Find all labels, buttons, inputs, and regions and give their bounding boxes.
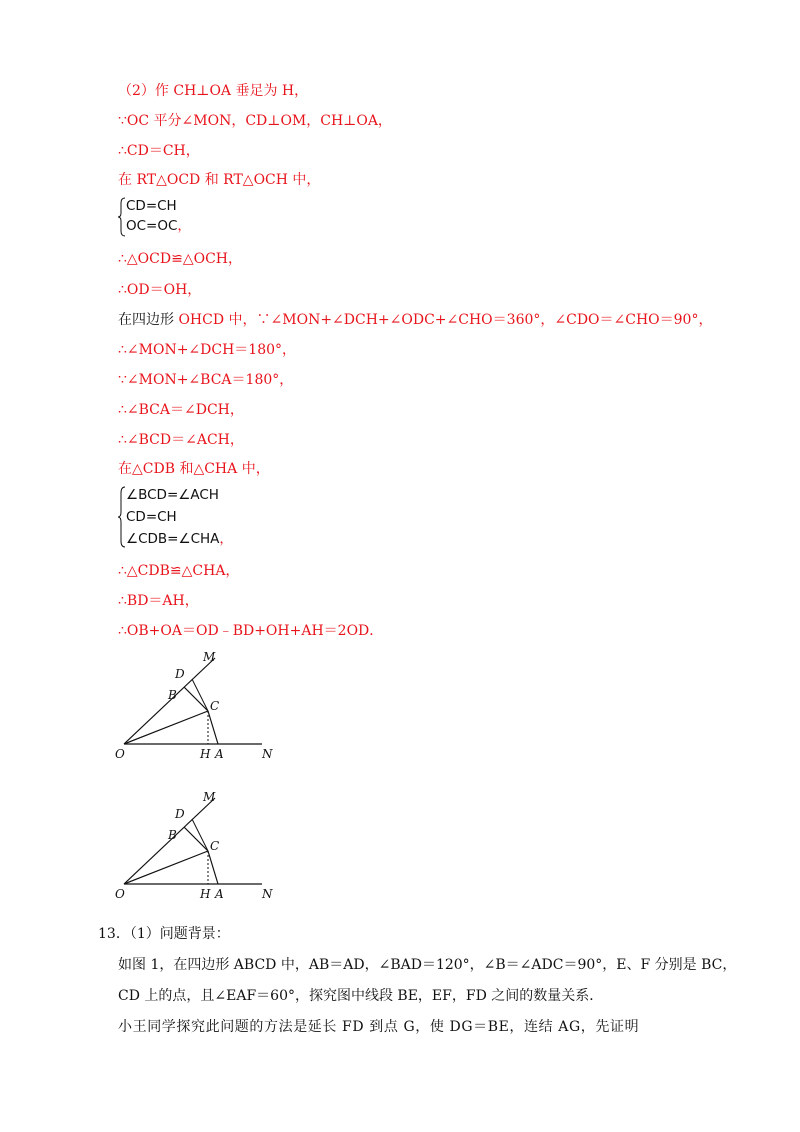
brace2-row-1: ∠BCD=∠ACH bbox=[126, 487, 219, 503]
question-13-line-3: 小王同学探究此问题的方法是延长 FD 到点 G，使 DG＝BE，连结 AG，先证明 bbox=[118, 1019, 640, 1035]
label-D: D bbox=[175, 807, 185, 821]
solution-line-12: 在△CDB 和△CHA 中， bbox=[118, 461, 270, 477]
brace-icon bbox=[118, 197, 126, 237]
label-C: C bbox=[210, 839, 220, 853]
brace-icon bbox=[118, 486, 126, 548]
question-13-line-1: 如图 1，在四边形 ABCD 中，AB＝AD，∠BAD＝120°，∠B＝∠ADC＝90°，E、F 分别是 BC， bbox=[118, 957, 737, 973]
brace2-row-3: ∠CDB=∠CHA， bbox=[126, 531, 233, 547]
solution-line-3: ∴CD＝CH， bbox=[118, 143, 200, 159]
label-B: B bbox=[168, 828, 177, 842]
label-O: O bbox=[115, 887, 125, 901]
label-O: O bbox=[115, 747, 125, 761]
question-13-header bbox=[98, 925, 230, 943]
solution-line-13: ∴△CDB≌△CHA， bbox=[118, 563, 240, 579]
solution-line-6: ∴OD＝OH， bbox=[118, 282, 202, 298]
question-13-line-2: CD 上的点，且∠EAF＝60°，探究图中线段 BE，EF，FD 之间的数量关系． bbox=[118, 988, 604, 1004]
label-A: A bbox=[215, 887, 224, 901]
solution-line-1: （2）作 CH⊥OA 垂足为 H， bbox=[118, 83, 309, 99]
brace-system-2 bbox=[118, 486, 318, 548]
geometry-figure-1 bbox=[112, 648, 292, 764]
label-H: H bbox=[200, 887, 211, 901]
solution-line-10: ∴∠BCA＝∠DCH， bbox=[118, 402, 244, 418]
solution-line-4: 在 RT△OCD 和 RT△OCH 中， bbox=[118, 172, 321, 188]
label-H: H bbox=[200, 747, 211, 761]
solution-line-5: ∴△OCD≌△OCH， bbox=[118, 251, 242, 267]
brace2-row-2: CD=CH bbox=[126, 509, 177, 525]
solution-line-14: ∴BD＝AH， bbox=[118, 593, 199, 609]
solution-line-8: ∴∠MON+∠DCH＝180°， bbox=[118, 342, 297, 358]
label-N: N bbox=[262, 887, 273, 901]
question-part: （1）问题背景： bbox=[129, 926, 230, 942]
question-number: 13． bbox=[98, 926, 130, 942]
label-B: B bbox=[168, 688, 177, 702]
label-D: D bbox=[175, 667, 185, 681]
label-A: A bbox=[215, 747, 224, 761]
label-M: M bbox=[203, 790, 216, 804]
label-C: C bbox=[210, 699, 220, 713]
label-M: M bbox=[203, 650, 216, 664]
brace1-row-2: OC=OC， bbox=[126, 218, 191, 234]
brace-system-1 bbox=[118, 197, 318, 237]
solution-line-2: ∵OC 平分∠MON，CD⊥OM，CH⊥OA， bbox=[118, 113, 392, 129]
solution-line-15: ∴OB+OA＝OD﹣BD+OH+AH＝2OD． bbox=[118, 623, 384, 639]
brace1-row-1: CD=CH bbox=[126, 198, 177, 214]
solution-line-11: ∴∠BCD＝∠ACH， bbox=[118, 432, 244, 448]
solution-line-7: 在四边形 OHCD 中，∵∠MON+∠DCH+∠ODC+∠CHO＝360°，∠CDO＝∠CHO＝90°， bbox=[118, 312, 713, 328]
geometry-figure-2 bbox=[112, 788, 292, 904]
label-N: N bbox=[262, 747, 273, 761]
solution-line-9: ∵∠MON+∠BCA＝180°， bbox=[118, 372, 294, 388]
